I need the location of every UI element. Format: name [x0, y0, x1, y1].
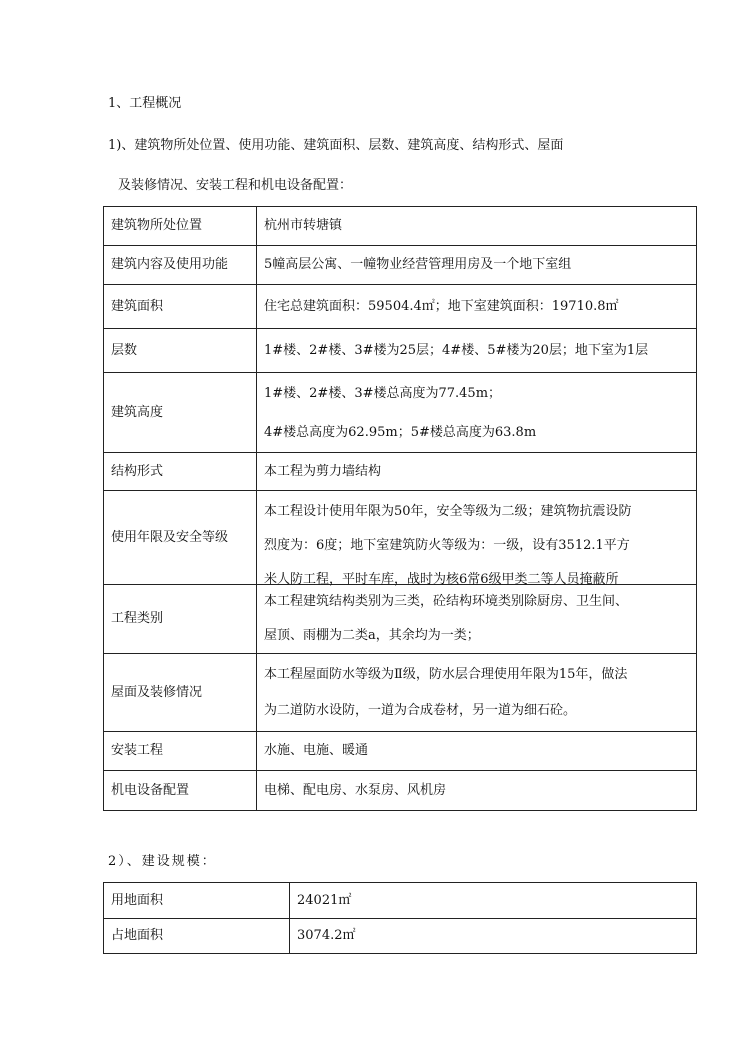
row-label: 建筑物所处位置	[104, 207, 257, 246]
row-label: 机电设备配置	[104, 771, 257, 811]
table-row	[104, 207, 697, 246]
value-line: 米人防工程，平时车库，战时为核6常6级甲类二等人员掩蔽所	[264, 572, 619, 587]
row-value: 杭州市转塘镇	[257, 207, 697, 246]
value-line: 本工程屋面防水等级为Ⅱ级，防水层合理使用年限为15年，做法	[264, 666, 628, 682]
table-row	[104, 654, 697, 732]
row-value: 24021㎡	[290, 883, 697, 919]
scale-heading: 2）、建设规模：	[108, 854, 217, 869]
value-line: 4#楼总高度为62.95m；5#楼总高度为63.8m	[264, 424, 537, 440]
table-row	[104, 585, 697, 654]
row-label: 建筑面积	[104, 285, 257, 329]
row-label: 建筑高度	[104, 373, 257, 453]
table-row	[104, 919, 697, 954]
row-value: 本工程为剪力墙结构	[257, 453, 697, 491]
row-label: 使用年限及安全等级	[104, 491, 257, 585]
row-value: 1#楼、2#楼、3#楼为25层；4#楼、5#楼为20层；地下室为1层	[257, 329, 697, 373]
row-value: 住宅总建筑面积：59504.4㎡；地下室建筑面积：19710.8㎡	[257, 285, 697, 329]
subsection-1-line-1: 1)、建筑物所处位置、使用功能、建筑面积、层数、建筑高度、结构形式、屋面	[108, 138, 564, 153]
table-row	[104, 491, 697, 585]
table-row	[104, 285, 697, 329]
subsection-1-line-2: 及装修情况、安装工程和机电设备配置：	[118, 178, 353, 193]
row-label: 用地面积	[104, 883, 290, 919]
row-value: 3074.2㎡	[290, 919, 697, 954]
row-label: 建筑内容及使用功能	[104, 246, 257, 285]
section-heading: 1、工程概况	[108, 96, 182, 111]
value-line: 本工程设计使用年限为50年，安全等级为二级；建筑物抗震设防	[264, 504, 632, 519]
scale-table	[103, 882, 697, 954]
row-value	[257, 373, 697, 453]
table-row	[104, 329, 697, 373]
table-row	[104, 883, 697, 919]
row-value	[257, 491, 697, 585]
table-row	[104, 453, 697, 491]
row-label: 层数	[104, 329, 257, 373]
row-value: 5幢高层公寓、一幢物业经营管理用房及一个地下室组	[257, 246, 697, 285]
table-row	[104, 373, 697, 453]
table-row	[104, 771, 697, 811]
row-label: 安装工程	[104, 732, 257, 771]
row-value: 电梯、配电房、水泵房、风机房	[257, 771, 697, 811]
table-row	[104, 732, 697, 771]
row-label: 占地面积	[104, 919, 290, 954]
row-label: 结构形式	[104, 453, 257, 491]
row-label: 工程类别	[104, 585, 257, 654]
value-line: 屋顶、雨棚为二类a，其余均为一类；	[264, 628, 480, 643]
value-line: 本工程建筑结构类别为三类，砼结构环境类别除厨房、卫生间、	[264, 594, 629, 609]
row-value: 水施、电施、暖通	[257, 732, 697, 771]
value-line: 1#楼、2#楼、3#楼总高度为77.45m；	[264, 385, 502, 401]
row-value	[257, 585, 697, 654]
value-line: 烈度为：6度；地下室建筑防火等级为：一级，设有3512.1平方	[264, 538, 630, 553]
overview-table	[103, 206, 697, 811]
row-label: 屋面及装修情况	[104, 654, 257, 732]
row-value	[257, 654, 697, 732]
table-row	[104, 246, 697, 285]
value-line: 为二道防水设防，一道为合成卷材，另一道为细石砼。	[264, 702, 577, 718]
